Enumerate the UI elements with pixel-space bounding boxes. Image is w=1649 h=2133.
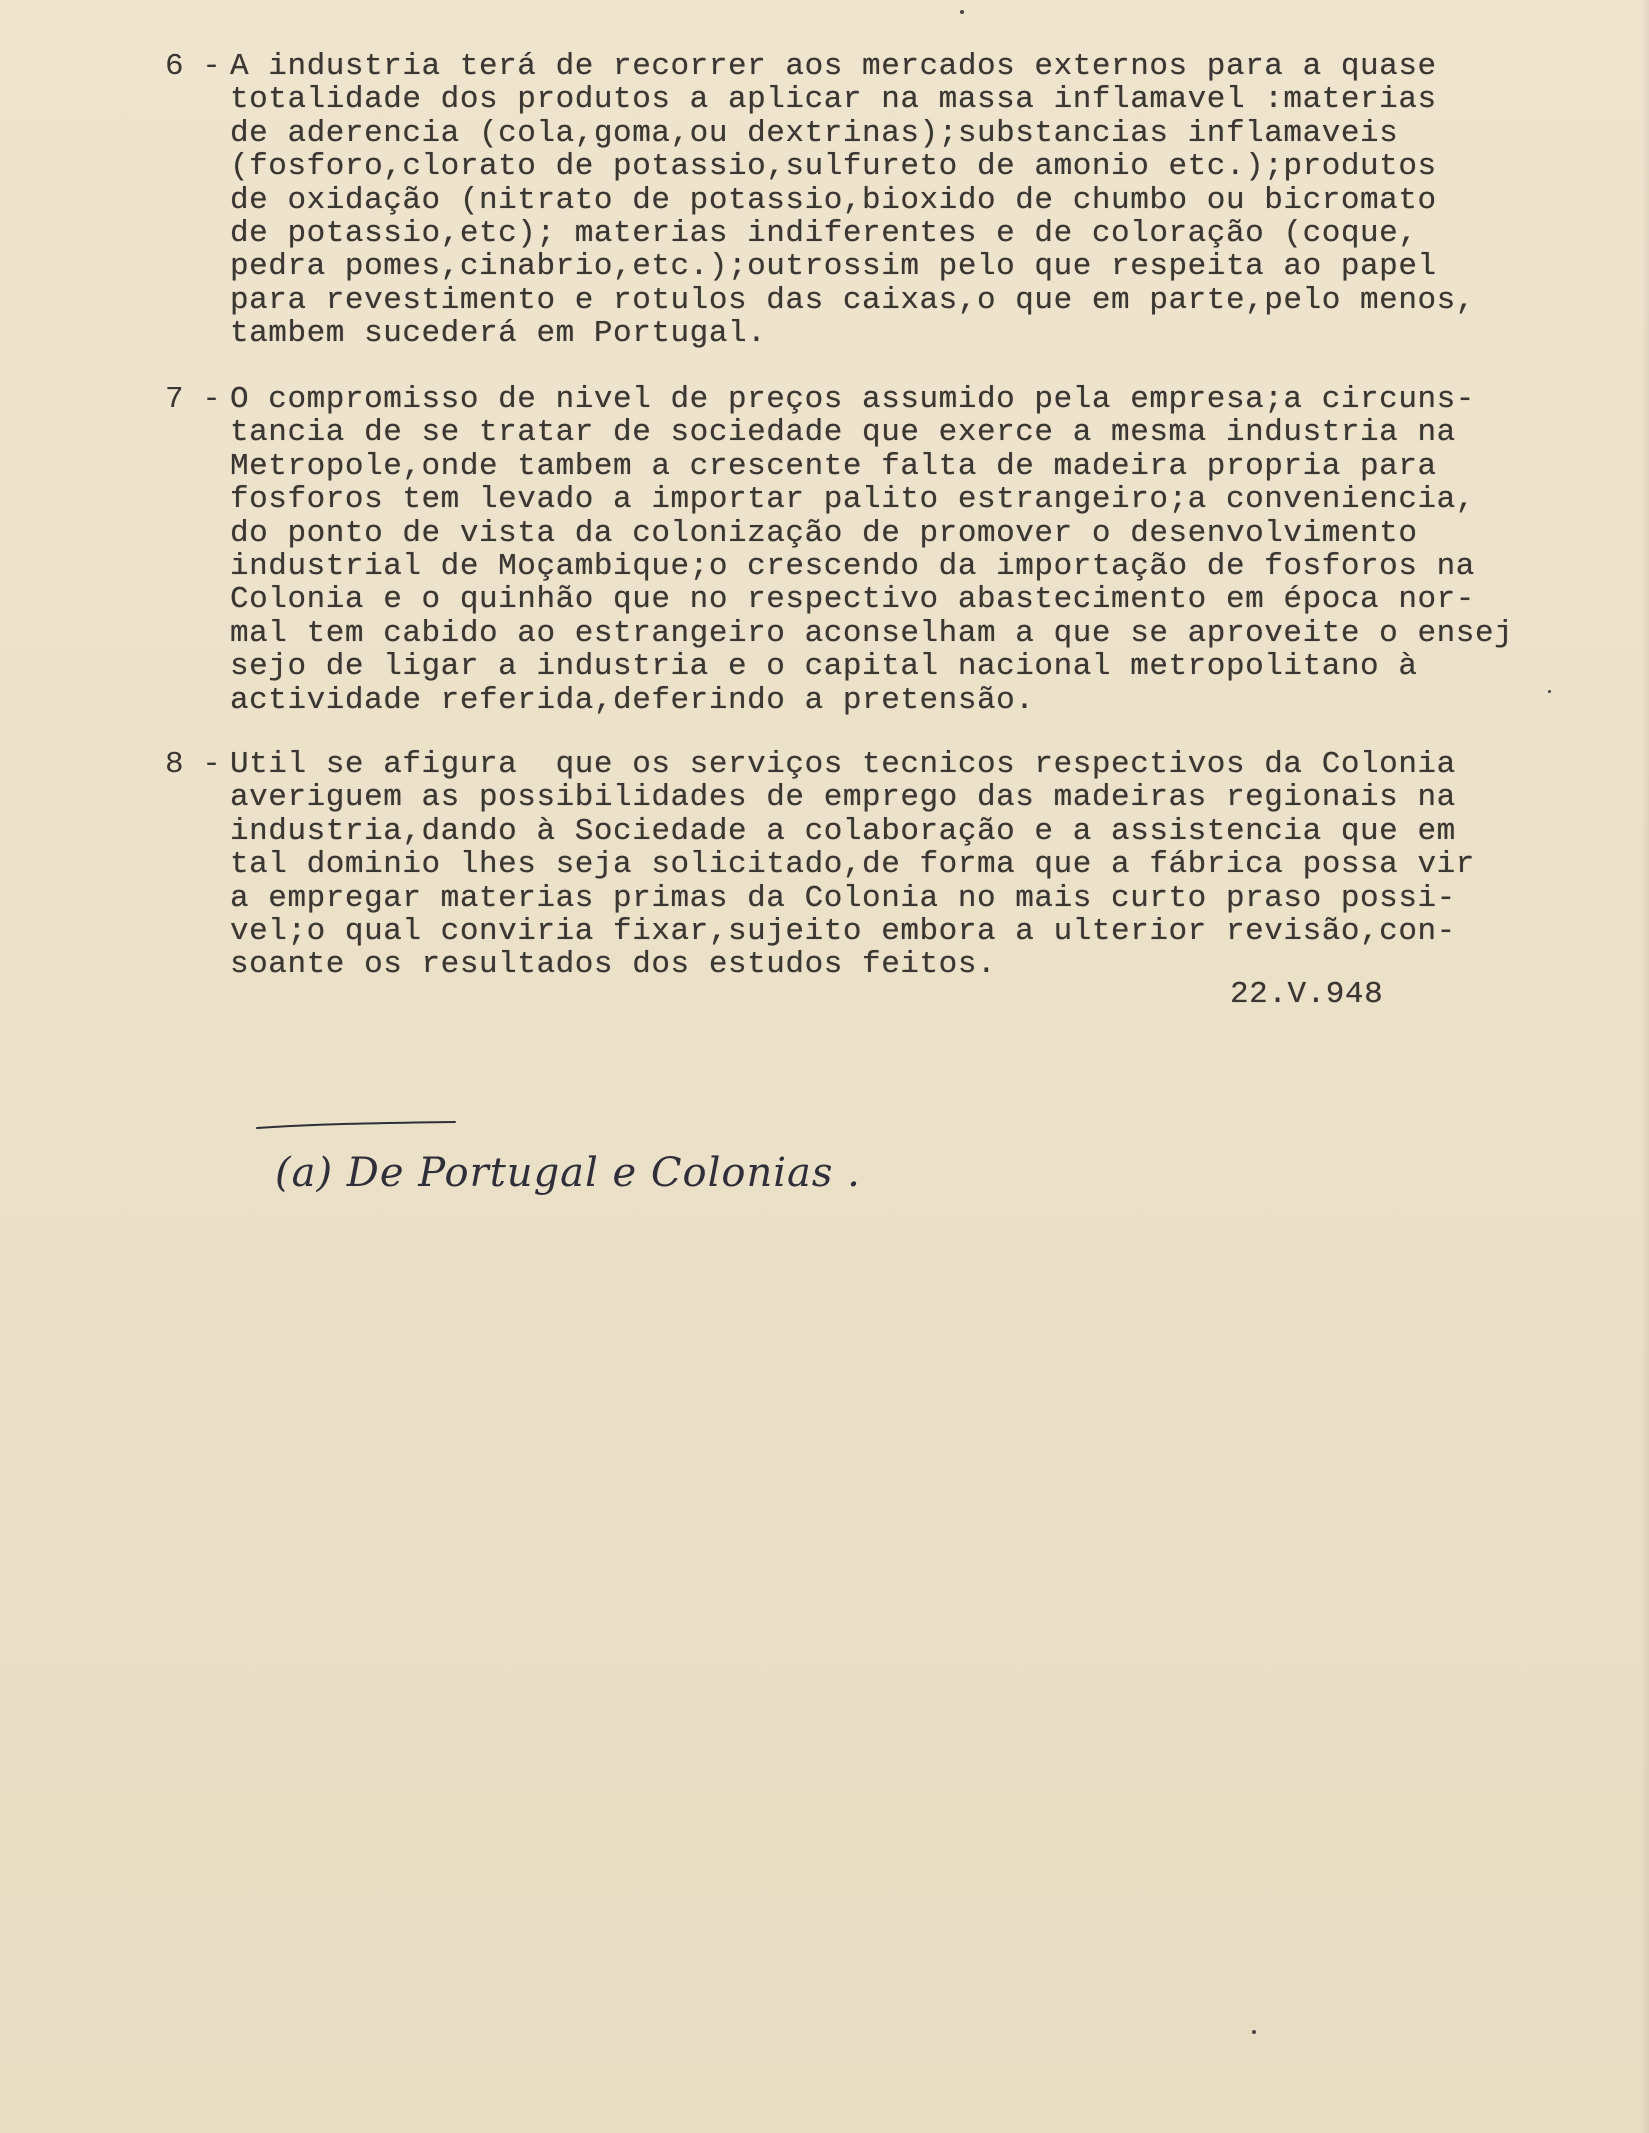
text-line: (fosforo,clorato de potassio,sulfureto de amonio etc.);produtos	[230, 149, 1437, 185]
text-line: totalidade dos produtos a aplicar na massa inflamavel :materias	[230, 82, 1437, 118]
text-line: tambem sucederá em Portugal.	[230, 316, 767, 352]
paragraph-number: 7 -	[165, 382, 221, 417]
text-line: do ponto de vista da colonização de promover o desenvolvimento	[230, 515, 1418, 551]
text-line: sejo de ligar a industria e o capital nacional metropolitano à	[230, 649, 1418, 685]
text-line: industria,dando à Sociedade a colaboração e a assistencia que em	[230, 813, 1456, 849]
text-line: industrial de Moçambique;o crescendo da importação de fosforos na	[230, 549, 1475, 585]
text-line: A industria terá de recorrer aos mercados externos para a quase	[230, 49, 1437, 84]
text-line: mal tem cabido ao estrangeiro aconselham a que se aproveite o ensej	[230, 615, 1514, 651]
text-line: vel;o qual conviria fixar,sujeito embora a ulterior revisão,con-	[230, 914, 1456, 950]
text-line: de aderencia (cola,goma,ou dextrinas);substancias inflamaveis	[230, 115, 1399, 151]
text-line: pedra pomes,cinabrio,etc.);outrossim pelo que respeita ao papel	[230, 249, 1437, 285]
text-line: fosforos tem levado a importar palito estrangeiro;a conveniencia,	[230, 482, 1475, 518]
paragraph-8	[165, 747, 1620, 983]
paper-speck	[960, 10, 964, 14]
text-line: averiguem as possibilidades de emprego das madeiras regionais na	[230, 780, 1456, 816]
paragraph-7	[165, 382, 1620, 718]
document-date: 22.V.948	[1230, 977, 1384, 1012]
text-line: O compromisso de nivel de preços assumido pela empresa;a circuns-	[230, 382, 1475, 417]
annotation-text: (a) De Portugal e Colonias .	[275, 1150, 861, 1196]
text-line: tal dominio lhes seja solicitado,de forma que a fábrica possa vir	[230, 847, 1475, 883]
paragraph-6	[165, 49, 1620, 352]
paper-speck	[1252, 2030, 1256, 2034]
text-line: de potassio,etc); materias indiferentes e de coloração (coque,	[230, 216, 1418, 252]
text-line: soante os resultados dos estudos feitos.	[230, 947, 997, 983]
text-line: para revestimento e rotulos das caixas,o que em parte,pelo menos,	[230, 282, 1475, 318]
paragraph-number: 6 -	[165, 49, 221, 84]
paper-speck	[1548, 690, 1551, 693]
text-line: Metropole,onde tambem a crescente falta de madeira propria para	[230, 448, 1437, 484]
text-line: tancia de se tratar de sociedade que exerce a mesma industria na	[230, 415, 1456, 451]
text-line: Util se afigura que os serviços tecnicos respectivos da Colonia	[230, 747, 1456, 782]
text-line: Colonia e o quinhão que no respectivo abastecimento em época nor-	[230, 582, 1475, 618]
text-line: actividade referida,deferindo a pretensão.	[230, 682, 1035, 718]
text-line: a empregar materias primas da Colonia no mais curto praso possi-	[230, 880, 1456, 916]
text-line: de oxidação (nitrato de potassio,bioxido de chumbo ou bicromato	[230, 182, 1437, 218]
handwritten-annotation	[255, 1110, 955, 1220]
paragraph-number: 8 -	[165, 747, 221, 782]
